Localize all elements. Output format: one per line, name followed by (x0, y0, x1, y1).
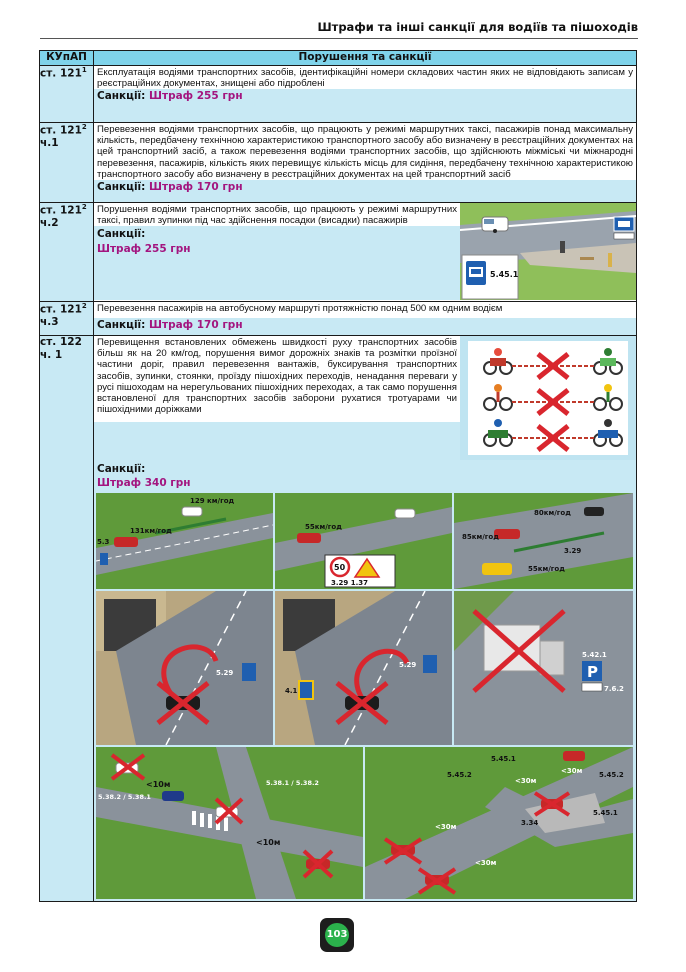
violation-cell (94, 123, 637, 203)
table-row (40, 203, 637, 302)
sign-label: 3.29 (564, 547, 582, 555)
article-number: ст. 121 (40, 67, 82, 80)
parking-scene (454, 591, 633, 745)
article-part: ч.3 (40, 316, 59, 329)
violation-description: Перевищення встановлених обмежень швидкості руху транспортних засобів більш як на 20 км/год, порушення вимог дорожніх знаків та розмітки проїзної частини доріг, правил перевезення вантажів, буксирування транспортних засобів, зупинки, стоянки, проїзду пішохідних переходів, ненадання переваги у русі пішоходам на нерегульованих пішохідних переходах, а так само порушення встановленої для транспортних засобів заборони рухатися тротуарами чи пішохідними доріжками (94, 336, 460, 422)
article-superscript: 2 (81, 123, 87, 131)
speed-scene-1 (96, 493, 273, 589)
violation-cell (94, 66, 637, 123)
violation-cell (94, 336, 637, 902)
fine-amount: Штраф 170 грн (149, 181, 243, 194)
speed-label: 55км/год (528, 565, 565, 573)
sign-label: 5.45.2 (447, 771, 472, 779)
sign-label: 5.45.1 (491, 755, 516, 763)
violation-cell (94, 302, 637, 336)
sanctions-label: Санкції: (97, 181, 146, 194)
article-cell (40, 302, 94, 336)
violation-cell (94, 203, 637, 302)
article-cell (40, 336, 94, 902)
article-cell (40, 66, 94, 123)
column-header-violation: Порушення та санкції (94, 51, 637, 66)
two-wheeler-illustration (460, 336, 636, 460)
sign-label: 4.1 (285, 687, 298, 695)
speed-label: 85км/год (462, 533, 499, 541)
table-row (40, 336, 637, 902)
article-superscript: 2 (81, 302, 87, 310)
uturn-scene-1 (96, 591, 273, 745)
stop-zone-scene (365, 747, 633, 899)
speed-label: 55км/год (305, 523, 342, 531)
article-number: ст. 121 (40, 204, 82, 217)
violation-description: Перевезення водіями транспортних засобів, що працюють у режимі маршрутних таксі, пасажирів понад максимальну кількість, передбачену технічною характеристикою транспортного засобу або визначену в реєстраційних документах на цей транспортний засіб, а також перевезення водіями транспортних засобів, що здійснюють міжміські чи міжнародні перевезення, пасажирів, кількість яких перевищує кількість місць для сидіння, передбачену технічною характеристикою транспортного засобу або визначену в реєстраційних документах на цей транспортний засіб (94, 123, 636, 180)
speed-limit-sign: 50 (334, 563, 346, 572)
table-row (40, 302, 637, 336)
violation-description: Порушення водіями транспортних засобів, що працюють у режимі маршрутних таксі, правил зупинки під час здійснення посадки (висадки) пасажирів (94, 203, 460, 226)
sign-label: 5.45.1 (593, 809, 618, 817)
article-cell (40, 123, 94, 203)
sanctions-table (39, 50, 637, 902)
article-number: ст. 122 (40, 336, 82, 348)
crossing-scene (96, 747, 363, 899)
bus-stop-illustration (460, 203, 636, 300)
fine-amount: Штраф 340 грн (97, 476, 191, 489)
illustration-grid (94, 460, 636, 901)
page-number: 103 (325, 923, 349, 947)
article-number: ст. 121 (40, 124, 82, 137)
distance-label: <30м (561, 767, 583, 775)
sanctions-label: Санкції: (97, 90, 146, 103)
fine-amount: Штраф 255 грн (149, 90, 243, 103)
sanctions-line (94, 318, 636, 332)
distance-label: <30м (515, 777, 537, 785)
fine-amount: Штраф 255 грн (97, 242, 191, 255)
running-header: Штрафи та інші санкції для водіїв та пішоходів (317, 20, 638, 34)
sanctions-line (94, 462, 194, 491)
distance-label: <10м (146, 780, 171, 789)
article-part: ч.2 (40, 217, 59, 230)
article-part: ч. 1 (40, 348, 63, 361)
distance-label: <30м (475, 859, 497, 867)
table-header-row (40, 51, 637, 66)
speed-label: 131км/год (130, 527, 172, 535)
sanctions-line (94, 226, 460, 256)
distance-label: <30м (435, 823, 457, 831)
parking-letter: P (587, 663, 598, 681)
sign-label: 5.45.1 (490, 270, 519, 279)
sanctions-line (94, 89, 636, 103)
sign-label: 3.29 1.37 (331, 579, 368, 587)
fine-amount: Штраф 170 грн (149, 319, 243, 332)
sign-label: 5.29 (216, 669, 234, 677)
sign-label: 5.29 (399, 661, 417, 669)
sign-label: 3.34 (521, 819, 539, 827)
header-rule (40, 38, 638, 39)
sign-label: 5.38.2 / 5.38.1 (98, 793, 151, 801)
sign-label: 5.38.1 / 5.38.2 (266, 779, 319, 787)
article-number: ст. 121 (40, 303, 82, 316)
table-row (40, 66, 637, 123)
column-header-article: КУпАП (40, 51, 94, 66)
sanctions-label: Санкції: (97, 319, 146, 332)
sign-label: 5.45.2 (599, 771, 624, 779)
article-superscript: 2 (81, 203, 87, 211)
table-row (40, 123, 637, 203)
uturn-scene-2 (275, 591, 452, 745)
speed-scene-3 (454, 493, 633, 589)
sanctions-label: Санкції: (97, 463, 146, 475)
page-number-badge (320, 918, 354, 952)
distance-label: <10м (256, 838, 281, 847)
violation-description: Експлуатація водіями транспортних засобів, ідентифікаційні номери складових частин яких не відповідають записам у реєстраційних документах, знищені або підроблені (94, 66, 636, 89)
article-superscript: 1 (81, 66, 87, 74)
speed-label: 129 км/год (190, 497, 235, 505)
sign-label: 5.42.1 (582, 651, 607, 659)
sign-label: 7.6.2 (604, 685, 624, 693)
sanctions-label: Санкції: (97, 228, 146, 241)
sanctions-line (94, 180, 636, 194)
article-part: ч.1 (40, 137, 59, 150)
speed-label: 80км/год (534, 509, 571, 517)
speed-scene-2 (275, 493, 452, 589)
violation-description: Перевезення пасажирів на автобусному маршруті протяжністю понад 500 км одним водієм (94, 302, 636, 318)
article-cell (40, 203, 94, 302)
sign-label: 5.3 (97, 538, 110, 546)
